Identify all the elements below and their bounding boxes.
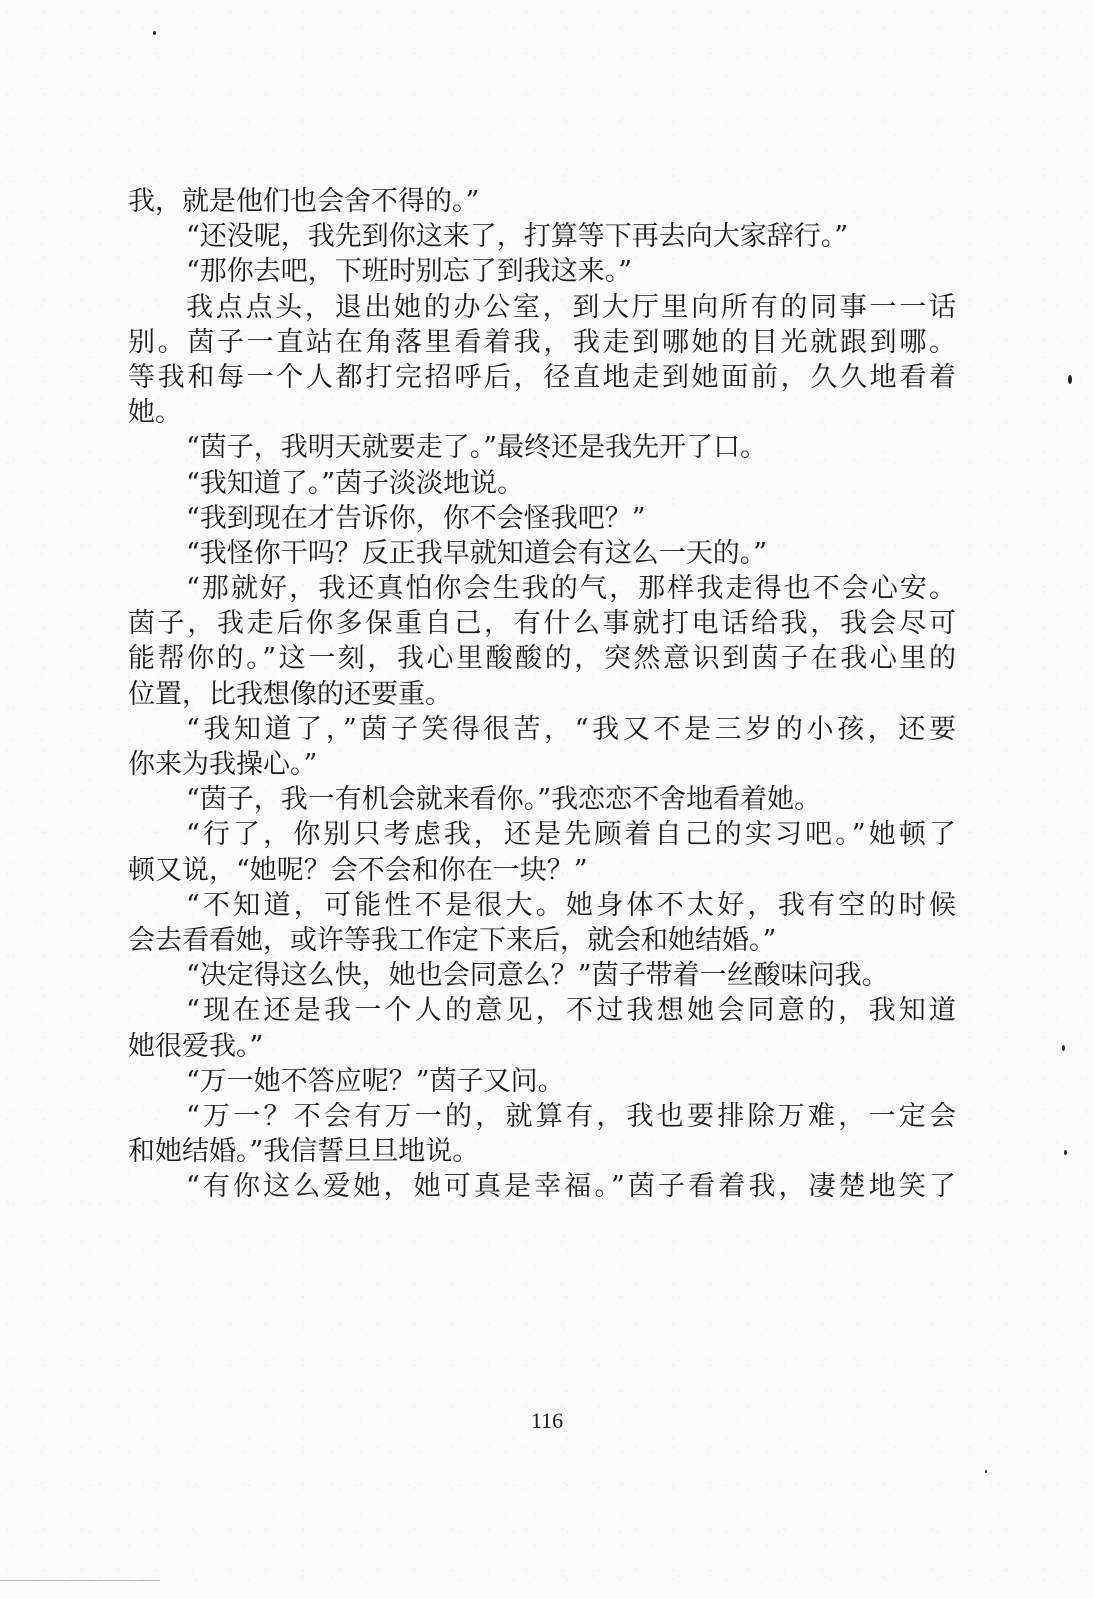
text-line: 和她结婚。”我信誓旦旦地说。 (128, 1136, 480, 1168)
text-line: 她。 (128, 397, 182, 429)
text-line: 能帮你的。”这一刻，我心里酸酸的，突然意识到茵子在我心里的 (128, 643, 956, 675)
text-line: “我知道了，”茵子笑得很苦，“我又不是三岁的小孩，还要 (186, 713, 956, 745)
text-line: “万一？不会有万一的，就算有，我也要排除万难，一定会 (186, 1100, 956, 1132)
text-line: 顿又说，“她呢？会不会和你在一块？” (128, 854, 588, 886)
text-line: “那就好，我还真怕你会生我的气，那样我走得也不会心安。 (186, 573, 956, 605)
scan-speck (1064, 1150, 1067, 1155)
text-line: “我怪你干吗？反正我早就知道会有这么一天的。” (186, 537, 768, 569)
text-line: “行了，你别只考虑我，还是先顾着自己的实习吧。”她顿了 (186, 819, 956, 851)
scan-edge-line (0, 1580, 160, 1581)
scan-speck (153, 31, 156, 35)
text-line: “那你去吧，下班时别忘了到我这来。” (186, 256, 633, 288)
text-line: 等我和每一个人都打完招呼后，径直地走到她面前，久久地看着 (128, 361, 956, 393)
text-line: “决定得这么快，她也会同意么？”茵子带着一丝酸味问我。 (186, 960, 889, 992)
text-line: “还没呢，我先到你这来了，打算等下再去向大家辞行。” (186, 221, 849, 253)
text-line: 你来为我操心。” (128, 749, 318, 780)
text-line: 会去看看她，或许等我工作定下来后，就会和她结婚。” (128, 924, 777, 956)
text-line: “现在还是我一个人的意见，不过我想她会同意的，我知道 (186, 995, 956, 1027)
text-line: “茵子，我一有机会就来看你。”我恋恋不舍地看着她。 (186, 784, 822, 816)
scan-speck (1062, 1045, 1065, 1051)
text-line: 茵子，我走后你多保重自己，有什么事就打电话给我，我会尽可 (128, 608, 956, 640)
page-number: 116 (530, 1408, 564, 1433)
text-line: 我点点头，退出她的办公室，到大厅里向所有的同事一一话 (186, 291, 956, 323)
text-line: “我知道了。”茵子淡淡地说。 (186, 467, 525, 499)
text-line: “茵子，我明天就要走了。”最终还是我先开了口。 (186, 432, 768, 464)
text-line: “我到现在才告诉你，你不会怪我吧？” (186, 502, 646, 534)
text-line: 别。茵子一直站在角落里看着我，我走到哪她的目光就跟到哪。 (128, 326, 956, 358)
text-line: 位置，比我想像的还要重。 (128, 678, 452, 710)
scan-speck (985, 1470, 987, 1473)
text-line: 她很爱我。” (128, 1030, 264, 1062)
scan-speck (1068, 375, 1072, 384)
text-line: “不知道，可能性不是很大。她身体不太好，我有空的时候 (186, 889, 956, 921)
text-line: “万一她不答应呢？”茵子又问。 (186, 1065, 565, 1097)
text-line: 我，就是他们也会舍不得的。” (128, 186, 480, 217)
text-line: “有你这么爱她，她可真是幸福。”茵子看着我，凄楚地笑了 (186, 1171, 956, 1203)
body-text (128, 184, 956, 1204)
